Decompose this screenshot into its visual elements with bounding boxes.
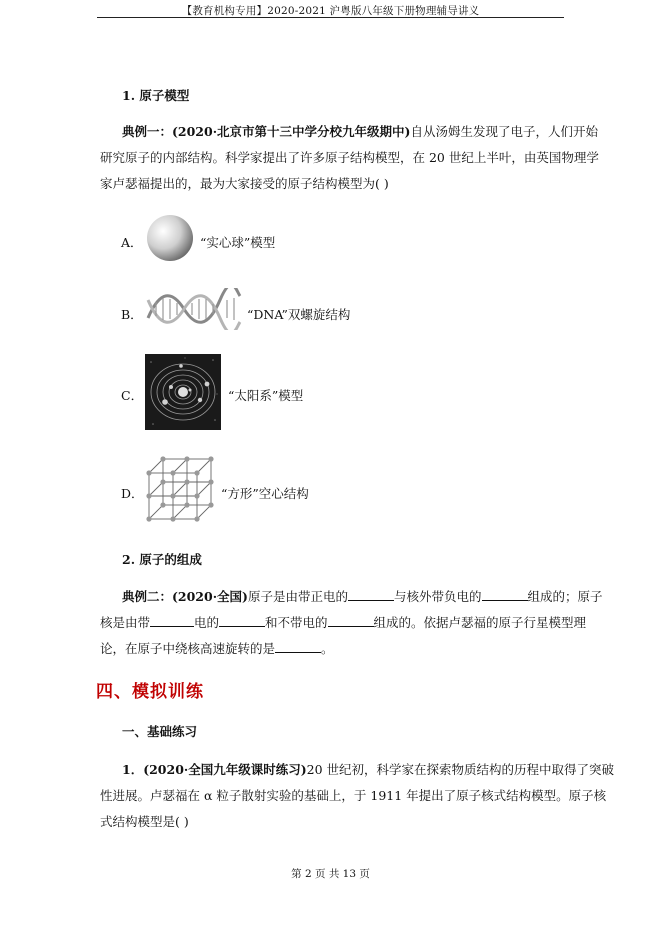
option-b-letter[interactable]: B．: [121, 307, 143, 322]
sphere-icon: [146, 214, 194, 262]
example1-line1: [122, 124, 598, 140]
section-heading-practice: 四、模拟训练: [96, 682, 204, 702]
example2-text: 原子是由带正电的: [247, 589, 348, 604]
section-title-atom-composition: 2. 原子的组成: [122, 552, 202, 567]
example1-text1: 自从汤姆生发现了电子，人们开始: [410, 124, 598, 139]
q1-line1: [122, 762, 614, 778]
example2-text: 组成的；原子: [527, 589, 603, 604]
solar-system-icon: [145, 354, 221, 430]
q1-lead: 1．(2020·全国九年级课时练习): [122, 762, 307, 777]
page-header: 【教育机构专用】2020-2021 沪粤版八年级下册物理辅导讲义: [181, 5, 480, 17]
example1-line3: 家卢瑟福提出的，最为大家接受的原子结构模型为( ): [100, 176, 389, 191]
q1-line3: 式结构模型是( ): [100, 814, 189, 829]
example1-line2: 研究原子的内部结构。科学家提出了许多原子结构模型，在 20 世纪上半叶，由英国物理学: [100, 150, 599, 165]
dna-helix-icon: [146, 288, 242, 330]
cubic-lattice-icon: [145, 455, 217, 523]
answer-blank[interactable]: [348, 588, 394, 601]
example2-lead: 典例二：(2020·全国): [122, 589, 248, 604]
option-d-text: “方形”空心结构: [221, 486, 309, 501]
option-d-letter[interactable]: D．: [121, 486, 144, 501]
header-divider: [97, 17, 564, 18]
subsection-basics: 一、基础练习: [122, 724, 198, 739]
example2-text: 电的: [194, 615, 220, 630]
example2-text: 组成的。依据卢瑟福的原子行星模型理: [373, 615, 587, 630]
page-footer: 第 2 页 共 13 页: [291, 868, 370, 880]
option-a-text: “实心球”模型: [200, 235, 276, 250]
example2-line3: [100, 640, 334, 657]
example2-line1: [122, 588, 603, 605]
answer-blank[interactable]: [150, 614, 194, 627]
example1-lead: 典例一：(2020·北京市第十三中学分校九年级期中): [122, 124, 411, 139]
example2-text: 和不带电的: [265, 615, 328, 630]
answer-blank[interactable]: [219, 614, 265, 627]
option-c-letter[interactable]: C．: [121, 388, 144, 403]
answer-blank[interactable]: [275, 640, 321, 653]
option-c-text: “太阳系”模型: [228, 388, 304, 403]
answer-blank[interactable]: [482, 588, 528, 601]
example2-text: 核是由带: [100, 615, 151, 630]
option-b-text: “DNA”双螺旋结构: [247, 307, 351, 322]
example2-line2: [100, 614, 586, 631]
example2-text: 与核外带负电的: [394, 589, 482, 604]
q1-text1: 20 世纪初，科学家在探索物质结构的历程中取得了突破: [306, 762, 615, 777]
answer-blank[interactable]: [328, 614, 374, 627]
q1-line2: 性进展。卢瑟福在 α 粒子散射实验的基础上，于 1911 年提出了原子核式结构模型。原子核: [100, 788, 607, 803]
example2-text: 。: [321, 641, 334, 656]
section-title-atom-model: 1. 原子模型: [122, 88, 190, 103]
option-a-letter[interactable]: A．: [121, 235, 143, 250]
example2-text: 论，在原子中绕核高速旋转的是: [100, 641, 276, 656]
